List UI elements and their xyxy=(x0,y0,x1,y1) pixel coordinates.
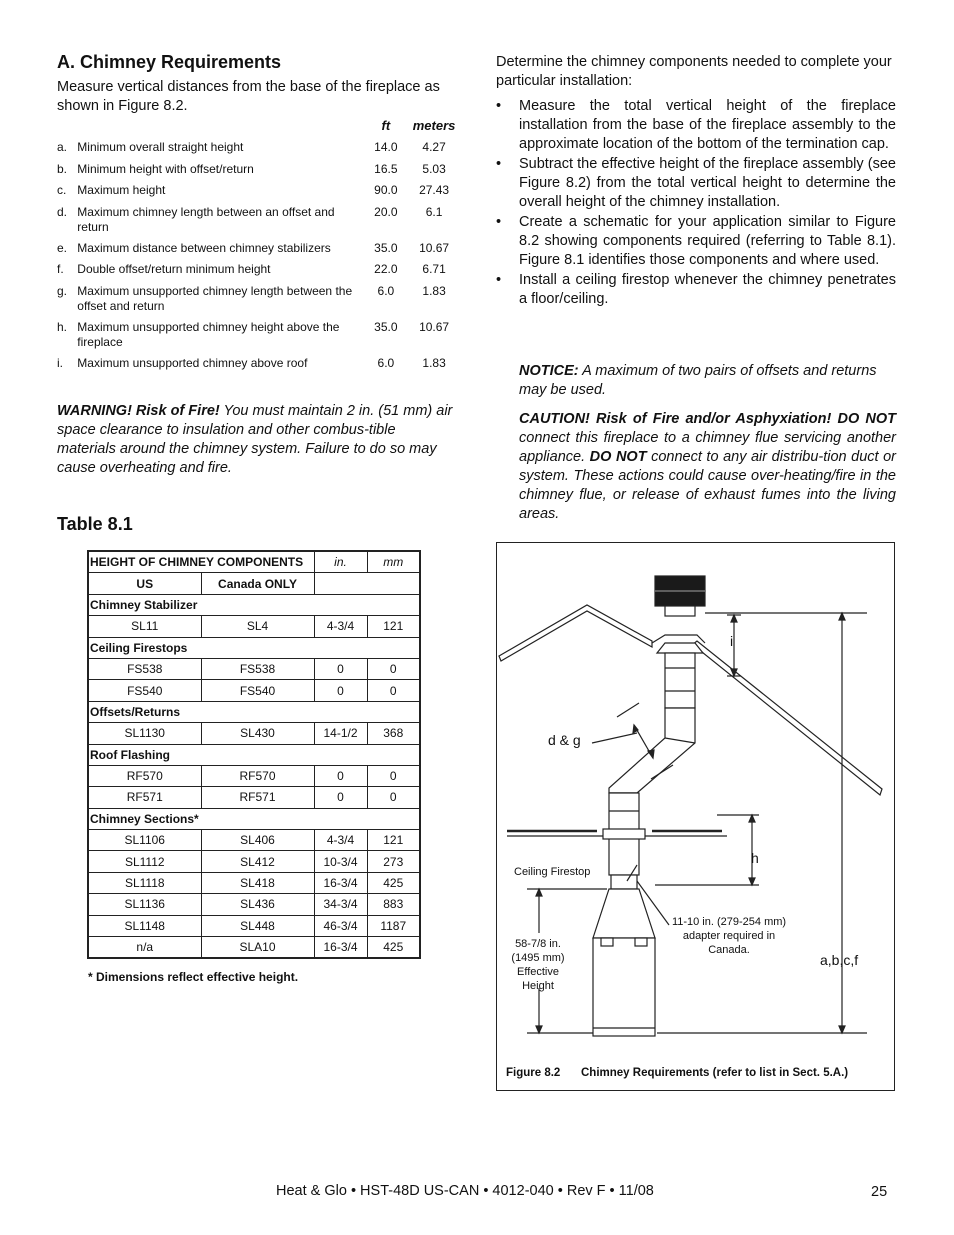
table-row xyxy=(88,915,420,936)
fireplace-top xyxy=(593,889,655,938)
height-mm: 0 xyxy=(367,765,420,786)
table-section-name: Offsets/Returns xyxy=(88,701,420,722)
table-footnote: * Dimensions reflect effective height. xyxy=(88,970,299,984)
height-mm: 0 xyxy=(367,787,420,808)
unit-mm: mm xyxy=(367,551,420,573)
instruction-list xyxy=(496,97,896,310)
requirement-ft: 16.5 xyxy=(374,161,398,176)
requirement-row xyxy=(57,183,462,205)
height-in: 0 xyxy=(314,658,367,679)
part-us: FS538 xyxy=(88,658,201,679)
requirement-row xyxy=(57,320,462,356)
requirement-letter: e. xyxy=(57,240,68,255)
requirement-text: Maximum unsupported chimney above roof xyxy=(77,355,308,370)
instruction-text: Create a schematic for your application similar to Figure 8.2 showing components required (referring to Table 8.1). Figure 8.1 identifies those components and where used. xyxy=(519,214,896,268)
table-row xyxy=(88,937,420,959)
part-us: FS540 xyxy=(88,680,201,701)
height-mm: 0 xyxy=(367,658,420,679)
requirement-text: Maximum unsupported chimney height above the fireplace xyxy=(77,319,340,349)
height-mm: 368 xyxy=(367,723,420,744)
height-in: 4-3/4 xyxy=(314,616,367,637)
ft-header: ft xyxy=(381,118,391,133)
requirement-text: Maximum distance between chimney stabilizers xyxy=(77,240,331,255)
instruction-item xyxy=(496,97,896,154)
adapter xyxy=(611,875,637,889)
requirement-meters: 1.83 xyxy=(422,355,446,370)
requirement-row xyxy=(57,140,462,162)
requirement-ft: 20.0 xyxy=(374,204,398,219)
height-mm: 121 xyxy=(367,830,420,851)
requirement-meters: 6.71 xyxy=(422,262,446,276)
col-us: US xyxy=(88,573,201,594)
page-number: 25 xyxy=(871,1184,888,1200)
table-row xyxy=(88,872,420,893)
table-row xyxy=(88,680,420,701)
table-row xyxy=(88,894,420,915)
notice xyxy=(519,362,896,400)
storm-collar xyxy=(657,643,703,653)
requirement-meters: 5.03 xyxy=(422,161,446,176)
requirement-letter: h. xyxy=(57,319,68,334)
height-mm: 273 xyxy=(367,851,420,872)
height-mm: 121 xyxy=(367,616,420,637)
part-us: SL1130 xyxy=(88,723,201,744)
caption-text: Chimney Requirements (refer to list in Sect. 5.A.) xyxy=(581,1067,849,1079)
requirement-text: Maximum height xyxy=(77,183,166,197)
requirement-meters: 4.27 xyxy=(422,140,446,154)
footer-text: Heat & Glo • HST-48D US-CAN • 4012-040 • Rev F • 11/08 xyxy=(276,1183,654,1199)
requirement-letter: a. xyxy=(57,140,68,154)
requirement-letter: d. xyxy=(57,204,68,219)
adapter-line-3: Canada. xyxy=(708,944,750,956)
requirement-text: Maximum chimney length between an offset and return xyxy=(77,204,335,234)
part-canada: SL412 xyxy=(201,851,314,872)
requirement-ft: 35.0 xyxy=(374,240,398,255)
requirement-ft: 6.0 xyxy=(377,283,395,298)
requirements-table xyxy=(57,118,462,377)
height-in: 4-3/4 xyxy=(314,830,367,851)
label-abcf: a,b,c,f xyxy=(820,952,859,968)
table-row xyxy=(88,851,420,872)
part-us: RF571 xyxy=(88,787,201,808)
instruction-item xyxy=(496,271,896,309)
table-section-name: Roof Flashing xyxy=(88,744,420,765)
requirement-row xyxy=(57,356,462,378)
warning-lead: WARNING! Risk of Fire! xyxy=(57,403,220,419)
requirement-row xyxy=(57,162,462,184)
part-canada: SL430 xyxy=(201,723,314,744)
part-us: SL11 xyxy=(88,616,201,637)
table-section-row xyxy=(88,594,420,615)
section-intro: Measure vertical distances from the base of the fireplace as shown in Figure 8.2. xyxy=(57,79,440,114)
caution-lead: CAUTION! Risk of Fire and/or Asphyxiation! DO NOT xyxy=(519,411,896,427)
table-row xyxy=(88,787,420,808)
requirement-ft: 14.0 xyxy=(374,140,398,154)
table-section-name: Chimney Stabilizer xyxy=(88,594,420,615)
label-firestop: Ceiling Firestop xyxy=(514,866,591,878)
requirement-ft: 90.0 xyxy=(374,183,398,197)
requirement-letter: b. xyxy=(57,161,68,176)
components-header: HEIGHT OF CHIMNEY COMPONENTS xyxy=(88,551,314,573)
instruction-item xyxy=(496,213,896,270)
height-in: 16-3/4 xyxy=(314,872,367,893)
table-row xyxy=(88,658,420,679)
height-in: 10-3/4 xyxy=(314,851,367,872)
label-i: i xyxy=(730,633,734,649)
requirement-letter: c. xyxy=(57,183,67,197)
chimney-diagram xyxy=(497,543,896,1092)
figure-8-2 xyxy=(496,542,895,1091)
bullet-icon: • xyxy=(496,272,502,288)
height-mm: 425 xyxy=(367,872,420,893)
warning-text: You must maintain 2 in. (51 mm) air space clearance to insulation and other combus-tible materials around the chimney system. Failure to do so may cause overheating and fire. xyxy=(57,403,453,476)
caption-number: Figure 8.2 xyxy=(506,1067,561,1079)
requirement-meters: 27.43 xyxy=(419,183,450,197)
instruction-text: Measure the total vertical height of the fireplace installation from the base of the fireplace assembly to the approximate location of the bottom of the termination cap. xyxy=(519,98,896,152)
chimney-upper xyxy=(665,653,695,708)
part-us: SL1136 xyxy=(88,894,201,915)
height-in: 46-3/4 xyxy=(314,915,367,936)
requirement-meters: 1.83 xyxy=(422,283,446,298)
requirement-letter: g. xyxy=(57,283,68,298)
height-mm: 883 xyxy=(367,894,420,915)
height-in: 14-1/2 xyxy=(314,723,367,744)
requirement-ft: 6.0 xyxy=(377,355,395,370)
requirement-ft: 22.0 xyxy=(374,262,398,276)
table-section-name: Ceiling Firestops xyxy=(88,637,420,658)
right-intro: Determine the chimney components needed to complete your particular installation: xyxy=(496,54,892,89)
instruction-text: Subtract the effective height of the fireplace assembly (see Figure 8.2) from the total vertical height to determine the overall height of the chimney installation. xyxy=(519,156,896,210)
roof-right xyxy=(687,641,882,795)
part-canada: SL436 xyxy=(201,894,314,915)
requirement-letter: f. xyxy=(57,262,64,276)
caution-do-not: DO NOT xyxy=(589,449,647,465)
part-canada: SL448 xyxy=(201,915,314,936)
table-section-row xyxy=(88,637,420,658)
effective-line-4: Height xyxy=(522,980,554,992)
requirement-row xyxy=(57,262,462,284)
part-canada: SLA10 xyxy=(201,937,314,959)
table-section-row xyxy=(88,808,420,829)
table-section-row xyxy=(88,701,420,722)
col-canada: Canada ONLY xyxy=(201,573,314,594)
height-in: 16-3/4 xyxy=(314,937,367,959)
ceiling-firestop xyxy=(603,829,645,839)
effective-line-2: (1495 mm) xyxy=(511,952,565,964)
fireplace-body xyxy=(593,938,655,1036)
bullet-icon: • xyxy=(496,98,502,114)
requirement-ft: 35.0 xyxy=(374,319,398,334)
requirement-meters: 10.67 xyxy=(419,319,450,334)
height-mm: 425 xyxy=(367,937,420,959)
requirement-meters: 10.67 xyxy=(419,240,450,255)
requirement-text: Minimum height with offset/return xyxy=(77,161,254,176)
part-canada: SL406 xyxy=(201,830,314,851)
part-us: SL1148 xyxy=(88,915,201,936)
requirement-row xyxy=(57,284,462,320)
requirement-row xyxy=(57,205,462,241)
part-canada: RF571 xyxy=(201,787,314,808)
table-row xyxy=(88,765,420,786)
caution-text-2: connect to any air distribu-tion duct or system. These actions could cause over-heating/fire in the chimney flue, or release of exhaust fumes into the living areas. xyxy=(519,449,896,522)
part-canada: SL4 xyxy=(201,616,314,637)
notice-text: A maximum of two pairs of offsets and returns may be used. xyxy=(519,363,877,398)
requirement-text: Double offset/return minimum height xyxy=(77,262,271,276)
part-us: RF570 xyxy=(88,765,201,786)
section-title: A. Chimney Requirements xyxy=(57,52,282,72)
effective-line-3: Effective xyxy=(517,966,559,978)
part-canada: RF570 xyxy=(201,765,314,786)
requirement-text: Minimum overall straight height xyxy=(77,140,244,154)
requirement-meters: 6.1 xyxy=(425,204,443,219)
fire-warning xyxy=(57,402,457,478)
table-row xyxy=(88,830,420,851)
height-in: 0 xyxy=(314,787,367,808)
roof-left xyxy=(499,605,652,661)
label-dg: d & g xyxy=(548,732,581,748)
label-h: h xyxy=(751,850,759,866)
part-us: n/a xyxy=(88,937,201,959)
height-in: 0 xyxy=(314,680,367,701)
requirement-row xyxy=(57,241,462,263)
notice-lead: NOTICE: xyxy=(519,363,579,379)
effective-line-1: 58-7/8 in. xyxy=(515,938,561,950)
bullet-icon: • xyxy=(496,156,502,172)
height-mm: 1187 xyxy=(367,915,420,936)
height-in: 34-3/4 xyxy=(314,894,367,915)
part-canada: FS540 xyxy=(201,680,314,701)
part-canada: SL418 xyxy=(201,872,314,893)
meters-header: meters xyxy=(412,118,456,133)
bullet-icon: • xyxy=(496,214,502,230)
unit-in: in. xyxy=(314,551,367,573)
table-row xyxy=(88,723,420,744)
requirement-text: Maximum unsupported chimney length between the offset and return xyxy=(77,283,353,313)
requirement-letter: i. xyxy=(57,355,63,370)
height-in: 0 xyxy=(314,765,367,786)
part-us: SL1112 xyxy=(88,851,201,872)
part-us: SL1106 xyxy=(88,830,201,851)
height-mm: 0 xyxy=(367,680,420,701)
table-title: Table 8.1 xyxy=(57,514,133,534)
part-canada: FS538 xyxy=(201,658,314,679)
adapter-line-1: 11-10 in. (279-254 mm) xyxy=(671,916,787,928)
table-section-name: Chimney Sections* xyxy=(88,808,420,829)
adapter-line-2: adapter required in xyxy=(682,930,776,942)
part-us: SL1118 xyxy=(88,872,201,893)
caution xyxy=(519,410,896,524)
instruction-text: Install a ceiling firestop whenever the chimney penetrates a floor/ceiling. xyxy=(519,272,896,307)
instruction-item xyxy=(496,155,896,212)
components-table xyxy=(87,550,421,959)
table-row xyxy=(88,616,420,637)
caution-text-1: connect this fireplace to a chimney flue servicing another appliance. xyxy=(519,430,896,465)
table-section-row xyxy=(88,744,420,765)
